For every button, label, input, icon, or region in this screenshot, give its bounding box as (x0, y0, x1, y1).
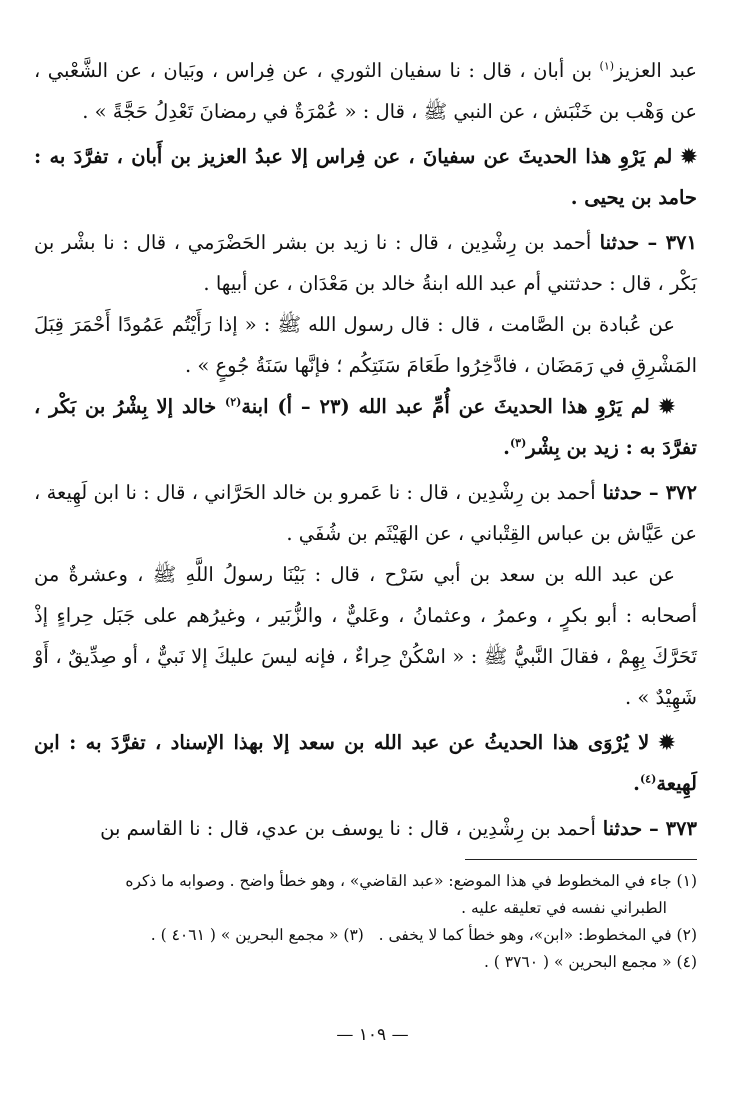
footnote-marker-2: (٢) (224, 395, 242, 409)
main-text (34, 50, 697, 849)
hadith-370-comment: ✹ لم يَرْوِ هذا الحديثَ عن سفيانَ ، عن فِراس إلا عبدُ العزيز بن أَبان ، تفرَّدَ به : حامد بن يحيى . (34, 145, 697, 209)
hadith-number: ٣٧٣ (665, 817, 697, 840)
haddathana: – حدثنا (595, 817, 666, 840)
hadith-number: ٣٧١ (665, 231, 697, 254)
text-span: ✹ لا يُرْوَى هذا الحديثُ عن عبد الله بن سعد إلا بهذا الإسناد ، تفرَّدَ به : ابن لَهِيعة (34, 731, 697, 795)
hadith-371-matn: عن عُبادة بن الصَّامت ، قال : قال رسول الله ﷺ : « إذا رَأَيْتُم عَمُودًا أَحْمَرَ قِبَلَ المَشْرِقِ في رَمَضَان ، فادَّخِرُوا طَعَامَ سَنَتِكُم ؛ فإنَّها سَنَةُ جُوعٍ » . (34, 313, 697, 377)
text-span: . (503, 436, 510, 459)
footnote-marker-3: (٣) (509, 436, 527, 450)
footnote-4: (٤) « مجمع البحرين » ( ٣٧٦٠ ) . (483, 953, 697, 971)
hadith-372-isnad (34, 472, 697, 554)
text-span: عبد العزيز (614, 59, 697, 82)
haddathana: – حدثنا (591, 231, 666, 254)
hadith-371-isnad (34, 222, 697, 304)
text-span: أحمد بن رِشْدِين ، قال : نا عَمرو بن خالد الحَرَّاني ، قال : نا ابن لَهِيعة ، عن عَيَّاش بن عباس القِتْباني ، عن الهَيْثَم بن شُفَي . (34, 481, 697, 545)
footnote-1-continuation: الطبراني نفسه في تعليقه عليه . (461, 899, 667, 917)
footnote-1: (١) جاء في المخطوط في هذا الموضع: «عبد القاضي» ، وهو خطأ واضح . وصوابه ما ذكره (125, 872, 697, 890)
hadith-372-comment (34, 722, 697, 804)
page-number: — ١٠٩ — (336, 1025, 409, 1045)
footnote-marker-4: (٤) (639, 772, 657, 786)
footnote-marker-1: (١) (599, 59, 615, 73)
text-span: . (633, 772, 640, 795)
text-span: (٢) في المخطوط: «ابن»، وهو خطأ كما لا يخفى . (378, 926, 697, 944)
text-span: (٣) « مجمع البحرين » ( ٤٠٦١ ) . (150, 926, 364, 944)
hadith-373-isnad (34, 808, 697, 849)
hadith-number: ٣٧٢ (665, 481, 697, 504)
text-span: خالد إلا بِشْرُ بن بَكْر ، تفرَّدَ به : زيد بن بِشْر (34, 395, 697, 459)
hadith-370-text (34, 50, 697, 132)
hadith-371-comment (34, 386, 697, 468)
footnote-separator-wrap (34, 849, 697, 868)
text-span: أحمد بن رِشْدِين ، قال : نا زيد بن بشر الحَضْرَمي ، قال : نا بشْر بن بَكْر ، قال : حدثتني أم عبد الله ابنةُ خالد بن مَعْدَان ، عن أبيها . (34, 231, 697, 295)
text-span: بن أبان ، قال : نا سفيان الثوري ، عن فِراس ، وبَيان ، عن الشَّعْبي ، عن وَهْب بن خَنْبَش ، عن النبي ﷺ ، قال : « عُمْرَةٌ في رمضانَ تَعْدِلُ حَجَّةً » . (34, 59, 697, 123)
text-span: ✹ لم يَرْوِ هذا الحديثَ عن أُمِّ عبد الله (٢٣ – أ) ابنة (241, 395, 675, 418)
footnote-separator (465, 859, 697, 860)
footnotes (34, 868, 697, 976)
text-span: أحمد بن رِشْدِين ، قال : نا يوسف بن عدي، قال : نا القاسم بن (100, 817, 596, 840)
hadith-372-matn: عن عبد الله بن سعد بن أبي سَرْح ، قال : بَيْنَا رسولُ اللَّهِ ﷺ ، وعشرةٌ من أصحابه : أبو بكرٍ ، وعمرُ ، وعثمانُ ، وعَليٌّ ، والزُّبَير ، وغيرُهم على جَبَل حِراءٍ إذْ تَحَرَّكَ بِهِمْ ، فقالَ النَّبيُّ ﷺ : « اسْكُنْ حِراءٌ ، فإنه ليسَ عليكَ إلا نَبيٌّ ، أو صِدِّيقٌ ، أَوْ شَهِيْدٌ » . (34, 563, 697, 709)
haddathana: – حدثنا (595, 481, 666, 504)
footnote-2-3 (34, 922, 697, 949)
